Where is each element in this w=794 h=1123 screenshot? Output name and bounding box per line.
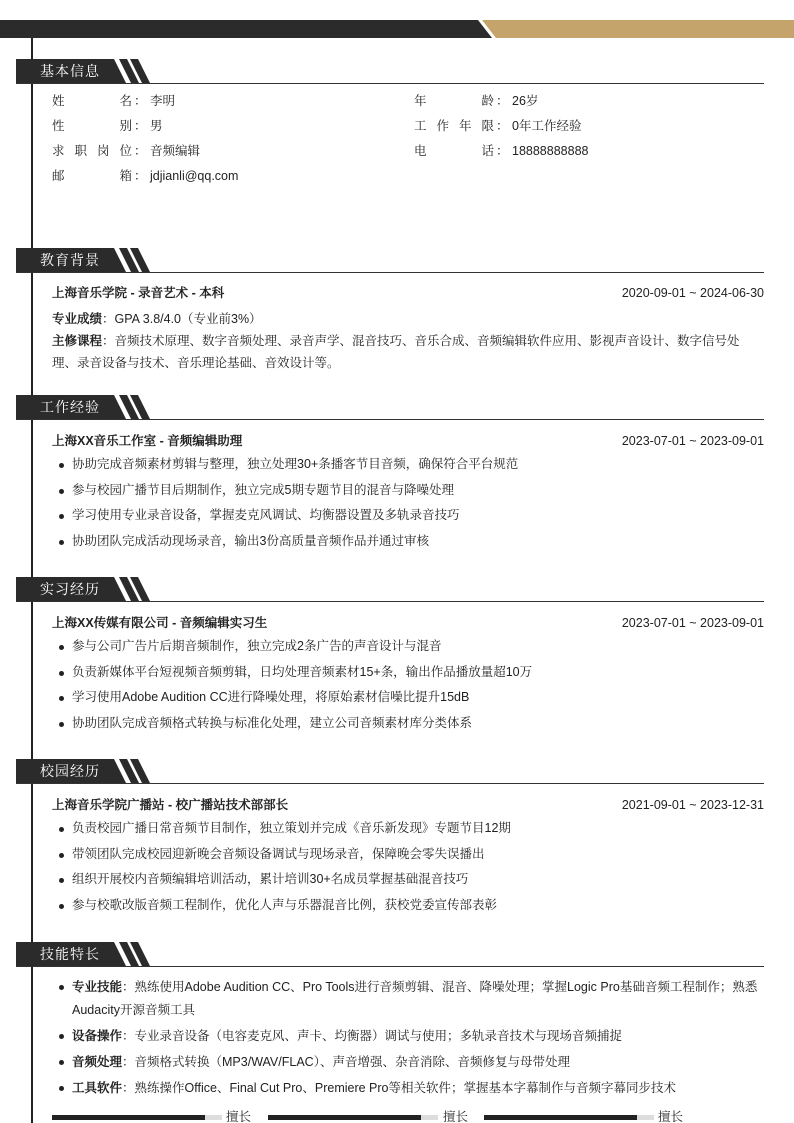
field-name: 姓名 ： 李明: [52, 89, 175, 114]
field-experience-years: 工作年限 ： 0年工作经验: [414, 114, 581, 139]
list-item: 协助团队完成音频格式转换与标准化处理，建立公司音频素材库分类体系: [52, 711, 764, 737]
section-campus: [16, 759, 764, 918]
field-value[interactable]: jdjianli@qq.com: [150, 169, 239, 183]
skill-bar-label: 擅长: [226, 1110, 252, 1123]
section-title: 技能特长: [40, 946, 100, 962]
list-item: 负责校园广播日常音频节目制作，独立策划并完成《音乐新发现》专题节目12期: [52, 816, 764, 842]
list-item: 参与校歌改版音频工程制作，优化人声与乐器混音比例，获校党委宣传部表彰: [52, 893, 764, 919]
entry-header: [52, 282, 764, 304]
list-item: 协助团队完成活动现场录音，输出3份高质量音频作品并通过审核: [52, 529, 764, 555]
section-header: [16, 942, 764, 966]
entry-date: 2021-09-01 ~ 2023-12-31: [621, 798, 764, 812]
section-header: [16, 577, 764, 601]
section-rule: [16, 601, 764, 602]
section-title: 校园经历: [40, 763, 100, 779]
top-decor-bar: [0, 20, 794, 38]
list-item: 协助完成音频素材剪辑与整理，独立处理30+条播客节目音频，确保符合平台规范: [52, 452, 764, 478]
entry-title: 上海XX音乐工作室 - 音频编辑助理: [52, 434, 243, 448]
skills-bullets: [52, 976, 764, 1100]
skill-bar: [268, 1115, 438, 1120]
entry-date: 2020-09-01 ~ 2024-06-30: [621, 286, 764, 300]
section-title: 实习经历: [40, 581, 100, 597]
field-target-job: 求职岗位 ： 音频编辑: [52, 139, 200, 164]
section-basic-info: [16, 59, 764, 199]
section-header: [16, 248, 764, 272]
field-gender: 性别 ： 男: [52, 114, 163, 139]
section-header: [16, 59, 764, 83]
entry-title: 上海XX传媒有限公司 - 音频编辑实习生: [52, 616, 268, 630]
field-label: 求职岗位: [52, 144, 132, 158]
section-title: 工作经验: [40, 399, 100, 415]
list-item: 学习使用专业录音设备，掌握麦克风调试、均衡器设置及多轨录音技巧: [52, 503, 764, 529]
list-item: 设备操作：专业录音设备（电容麦克风、声卡、均衡器）调试与使用；多轨录音技术与现场音频捕捉: [52, 1025, 764, 1048]
skill-bar-label: 擅长: [658, 1110, 684, 1123]
section-internship: [16, 577, 764, 736]
entry-date: 2023-07-01 ~ 2023-09-01: [621, 616, 764, 630]
field-label: 年龄: [414, 94, 494, 108]
entry-header: [52, 612, 764, 634]
list-item: 工具软件：熟练操作Office、Final Cut Pro、Premiere Pro等相关软件；掌握基本字幕制作与音频字幕同步技术: [52, 1077, 764, 1100]
section-header: [16, 395, 764, 419]
field-value: 音频编辑: [150, 144, 201, 158]
section-rule: [16, 272, 764, 273]
section-rule: [16, 966, 764, 967]
list-item: 专业技能：熟练使用Adobe Audition CC、Pro Tools进行音频剪辑、混音、降噪处理；掌握Logic Pro基础音频工程制作；熟悉Audacity开源音频工具: [52, 976, 764, 1022]
entry-title: 上海音乐学院广播站 - 校广播站技术部部长: [52, 798, 289, 812]
field-label: 邮箱: [52, 169, 132, 183]
section-skills: [16, 942, 764, 1100]
section-header: [16, 759, 764, 783]
skill-level-bars: [52, 1110, 764, 1123]
list-item: 组织开展校内音频编辑培训活动，累计培训30+名成员掌握基础混音技巧: [52, 867, 764, 893]
work-bullets: [52, 452, 764, 554]
list-item: 参与校园广播节目后期制作，独立完成5期专题节目的混音与降噪处理: [52, 478, 764, 504]
skill-bar: [52, 1115, 222, 1120]
field-label: 姓名: [52, 94, 132, 108]
section-title: 教育背景: [40, 252, 100, 268]
education-courses: 主修课程：音频技术原理、数字音频处理、录音声学、混音技巧、音乐合成、音频编辑软件应用、影视声音设计、数字信号处理、录音设备与技术、音乐理论基础、音效设计等。: [52, 334, 740, 370]
field-value: 0年工作经验: [512, 119, 582, 133]
entry-date: 2023-07-01 ~ 2023-09-01: [621, 434, 764, 448]
field-value: 李明: [150, 94, 176, 108]
field-phone: 电话 ： 18888888888: [414, 139, 588, 164]
field-age: 年龄 ： 26岁: [414, 89, 538, 114]
field-value: 26岁: [512, 94, 539, 108]
section-education: [16, 248, 764, 374]
list-item: 带领团队完成校园迎新晚会音频设备调试与现场录音，保障晚会零失误播出: [52, 842, 764, 868]
list-item: 音频处理：音频格式转换（MP3/WAV/FLAC）、声音增强、杂音消除、音频修复与母带处理: [52, 1051, 764, 1074]
section-rule: [16, 783, 764, 784]
field-email: 邮箱 ： jdjianli@qq.com: [52, 164, 238, 189]
section-rule: [16, 83, 764, 84]
field-value: 18888888888: [512, 144, 589, 158]
campus-bullets: [52, 816, 764, 918]
internship-bullets: [52, 634, 764, 736]
list-item: 负责新媒体平台短视频音频剪辑，日均处理音频素材15+条，输出作品播放量超10万: [52, 660, 764, 686]
section-title: 基本信息: [40, 63, 100, 79]
skill-bar: [484, 1115, 654, 1120]
list-item: 学习使用Adobe Audition CC进行降噪处理，将原始素材信噪比提升15dB: [52, 685, 764, 711]
education-gpa: 专业成绩：GPA 3.8/4.0（专业前3%）: [52, 312, 262, 326]
field-label: 工作年限: [414, 119, 494, 133]
entry-header: [52, 794, 764, 816]
basic-info-grid: [52, 89, 764, 189]
skill-bar-label: 擅长: [443, 1110, 469, 1123]
field-value: 男: [150, 119, 163, 133]
entry-title: 上海音乐学院 - 录音艺术 - 本科: [52, 286, 225, 300]
section-work: [16, 395, 764, 554]
field-label: 电话: [414, 144, 494, 158]
section-rule: [16, 419, 764, 420]
entry-header: [52, 430, 764, 452]
field-label: 性别: [52, 119, 132, 133]
list-item: 参与公司广告片后期音频制作，独立完成2条广告的声音设计与混音: [52, 634, 764, 660]
